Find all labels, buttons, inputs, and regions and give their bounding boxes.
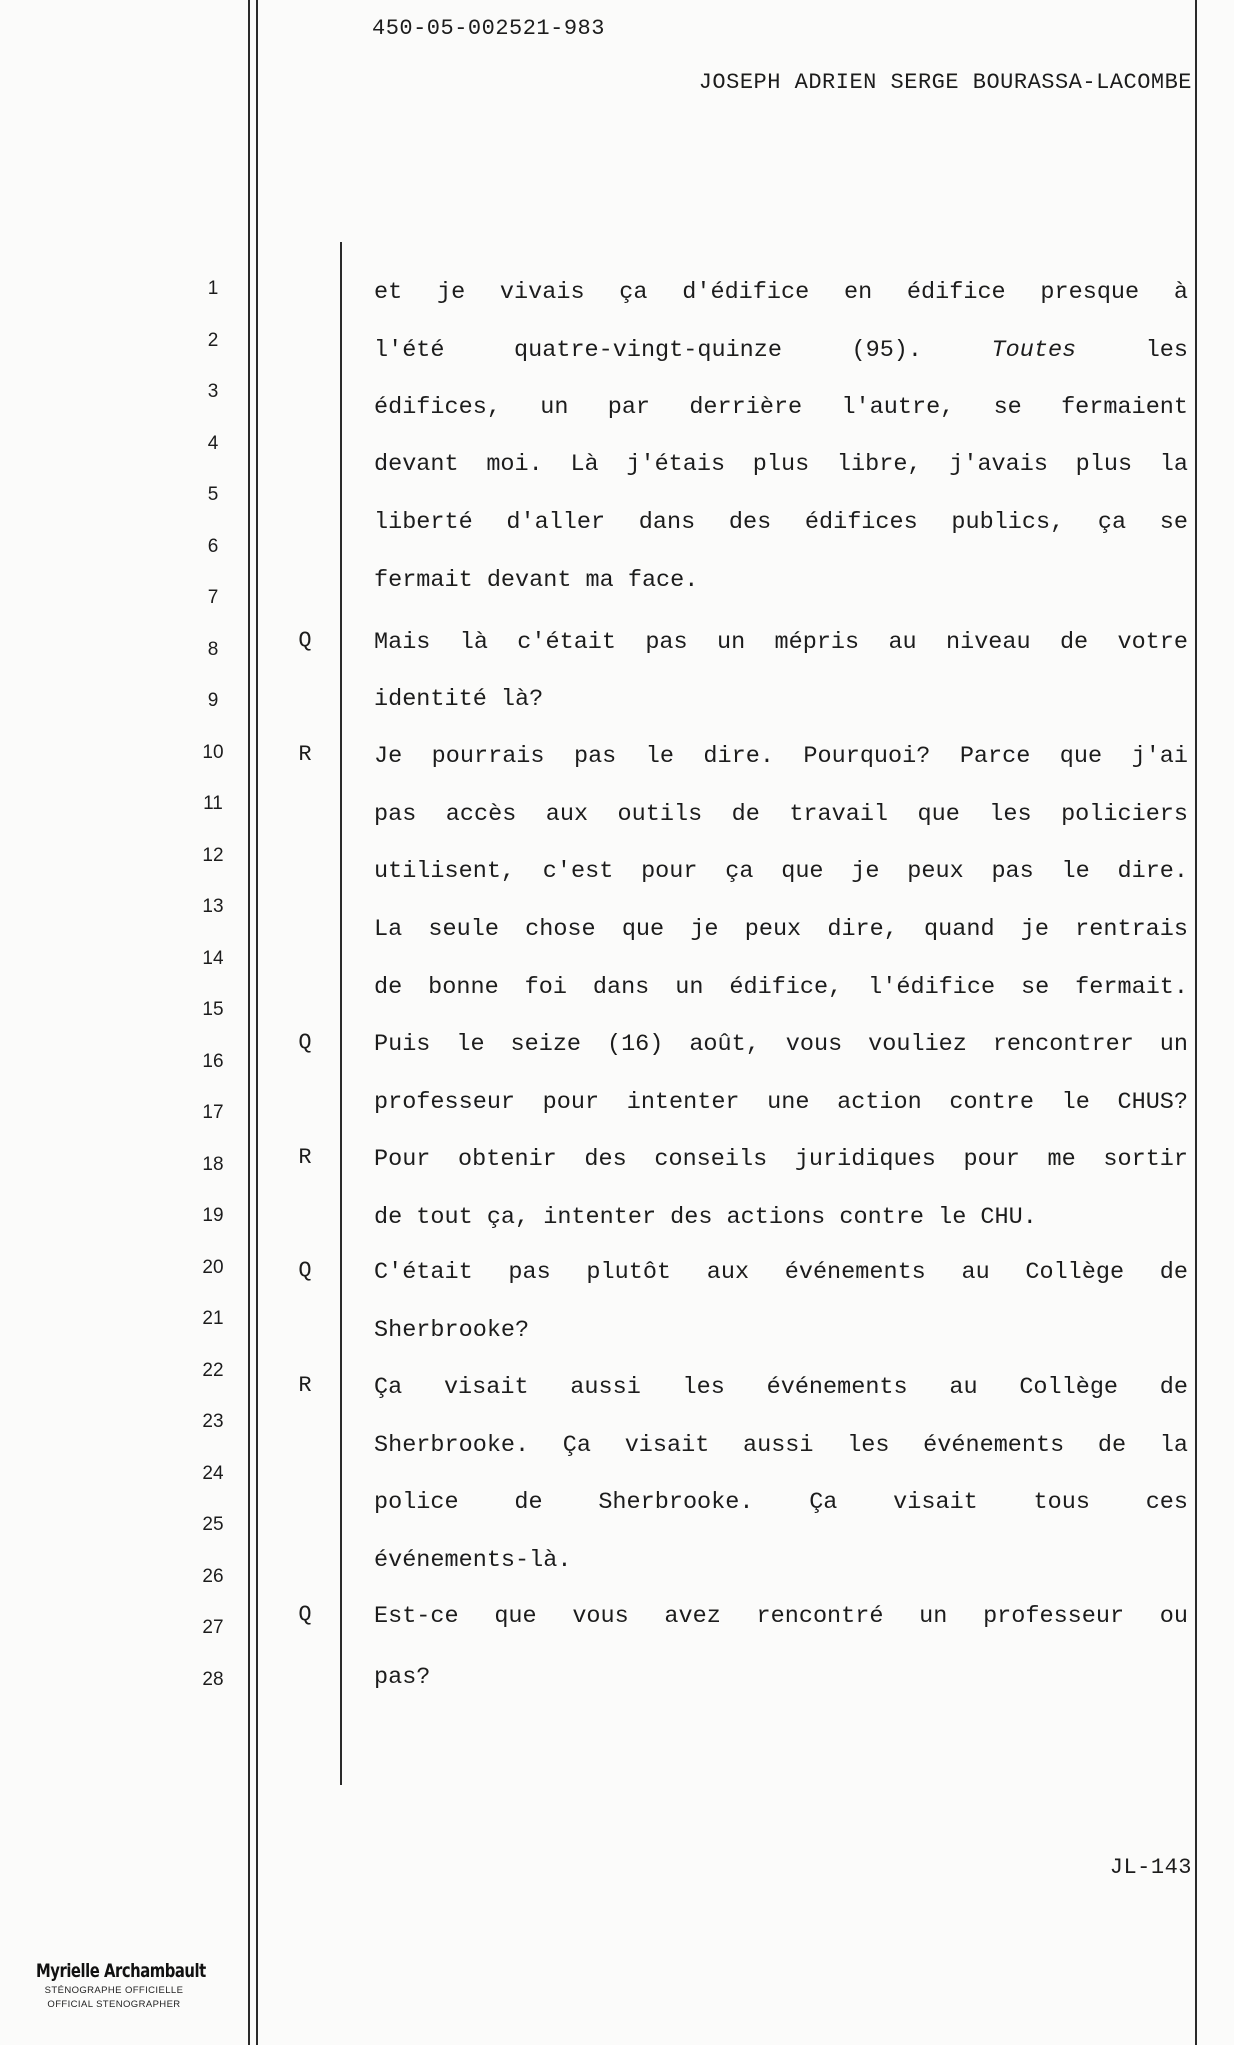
line-number: 14 [202,948,224,969]
line-number: 13 [202,896,224,917]
question-marker: Q [298,1602,312,1627]
response-marker: R [298,1145,312,1170]
stenographer-title-fr: STÉNOGRAPHE OFFICIELLE [44,1985,184,1996]
line-number: 7 [207,587,219,608]
line-number: 17 [202,1102,224,1123]
line-number: 28 [202,1669,224,1690]
line-number: 5 [207,484,219,505]
transcript-line: pas accès aux outils de travail que les policiers [374,801,1188,828]
line-number: 3 [207,381,219,402]
transcript-line: de tout ça, intenter des actions contre le CHU. [374,1204,1037,1231]
left-margin-rule-inner [256,0,258,2045]
response-marker: R [298,1373,312,1398]
right-margin-rule [1195,0,1197,2045]
transcript-line: Pour obtenir des conseils juridiques pour me sortir [374,1146,1188,1173]
transcript-line: Puis le seize (16) août, vous vouliez rencontrer un [374,1031,1188,1058]
transcript-line: Sherbrooke. Ça visait aussi les événements de la [374,1432,1188,1459]
line-number: 4 [207,433,219,454]
line-number: 27 [202,1617,224,1638]
transcript-line [374,336,1188,366]
transcript-line: police de Sherbrooke. Ça visait tous ces [374,1489,1188,1516]
transcript-line: Est-ce que vous avez rencontré un professeur ou [374,1603,1188,1630]
transcript-line: professeur pour intenter une action contre le CHUS? [374,1089,1188,1116]
transcript-line: Ça visait aussi les événements au Collège de [374,1374,1188,1401]
transcript-line: Sherbrooke? [374,1317,530,1344]
transcript-segment: l'été quatre-vingt-quinze (95). [374,337,923,364]
line-number: 18 [202,1154,224,1175]
transcript-line: C'était pas plutôt aux événements au Collège de [374,1259,1188,1286]
transcript-line: événements-là. [374,1547,572,1574]
line-number: 21 [202,1308,224,1329]
question-marker: Q [298,628,312,653]
line-number: 12 [202,845,224,866]
stenographer-title-en: OFFICIAL STENOGRAPHER [47,1999,181,2010]
line-number: 9 [207,690,219,711]
transcript-line: et je vivais ça d'édifice en édifice presque à [374,279,1188,306]
line-number: 6 [207,536,219,557]
stenographer-name: Myrielle Archambault [36,1960,206,1982]
transcript-segment: les [1145,337,1189,364]
transcript-line: fermait devant ma face. [374,567,699,594]
line-number: 24 [202,1463,224,1484]
response-marker: R [298,742,312,767]
transcript-line: utilisent, c'est pour ça que je peux pas le dire. [374,858,1188,885]
line-number: 19 [202,1205,224,1226]
line-number: 26 [202,1566,224,1587]
page-reference: JL-143 [1109,1855,1192,1880]
line-number: 23 [202,1411,224,1432]
transcript-line: La seule chose que je peux dire, quand je rentrais [374,916,1188,943]
line-number: 16 [202,1051,224,1072]
question-marker: Q [298,1030,312,1055]
transcript-line: Mais là c'était pas un mépris au niveau de votre [374,629,1188,656]
line-number: 22 [202,1360,224,1381]
stenographer-stamp [14,1960,214,2010]
transcript-line: devant moi. Là j'étais plus libre, j'avais plus la [374,451,1188,478]
line-number: 10 [202,742,224,763]
transcript-line: liberté d'aller dans des édifices publics, ça se [374,509,1188,536]
transcript-line: édifices, un par derrière l'autre, se fermaient [374,394,1188,421]
line-number: 8 [207,639,219,660]
transcript-line: pas? [374,1664,431,1691]
line-number: 25 [202,1514,224,1535]
question-marker: Q [298,1258,312,1283]
line-number: 1 [207,278,219,299]
speaker-column-rule [340,242,342,1785]
line-number: 2 [207,330,219,351]
witness-name: JOSEPH ADRIEN SERGE BOURASSA-LACOMBE [698,70,1192,95]
line-number: 15 [202,999,224,1020]
line-number: 20 [202,1257,224,1278]
transcript-segment-italic: Toutes [991,337,1077,364]
transcript-line: de bonne foi dans un édifice, l'édifice se fermait. [374,974,1188,1001]
line-number: 11 [203,793,223,814]
transcript-line: Je pourrais pas le dire. Pourquoi? Parce que j'ai [374,743,1188,770]
transcript-line: identité là? [374,686,544,713]
left-margin-rule [248,0,250,2045]
case-number: 450-05-002521-983 [372,16,605,41]
